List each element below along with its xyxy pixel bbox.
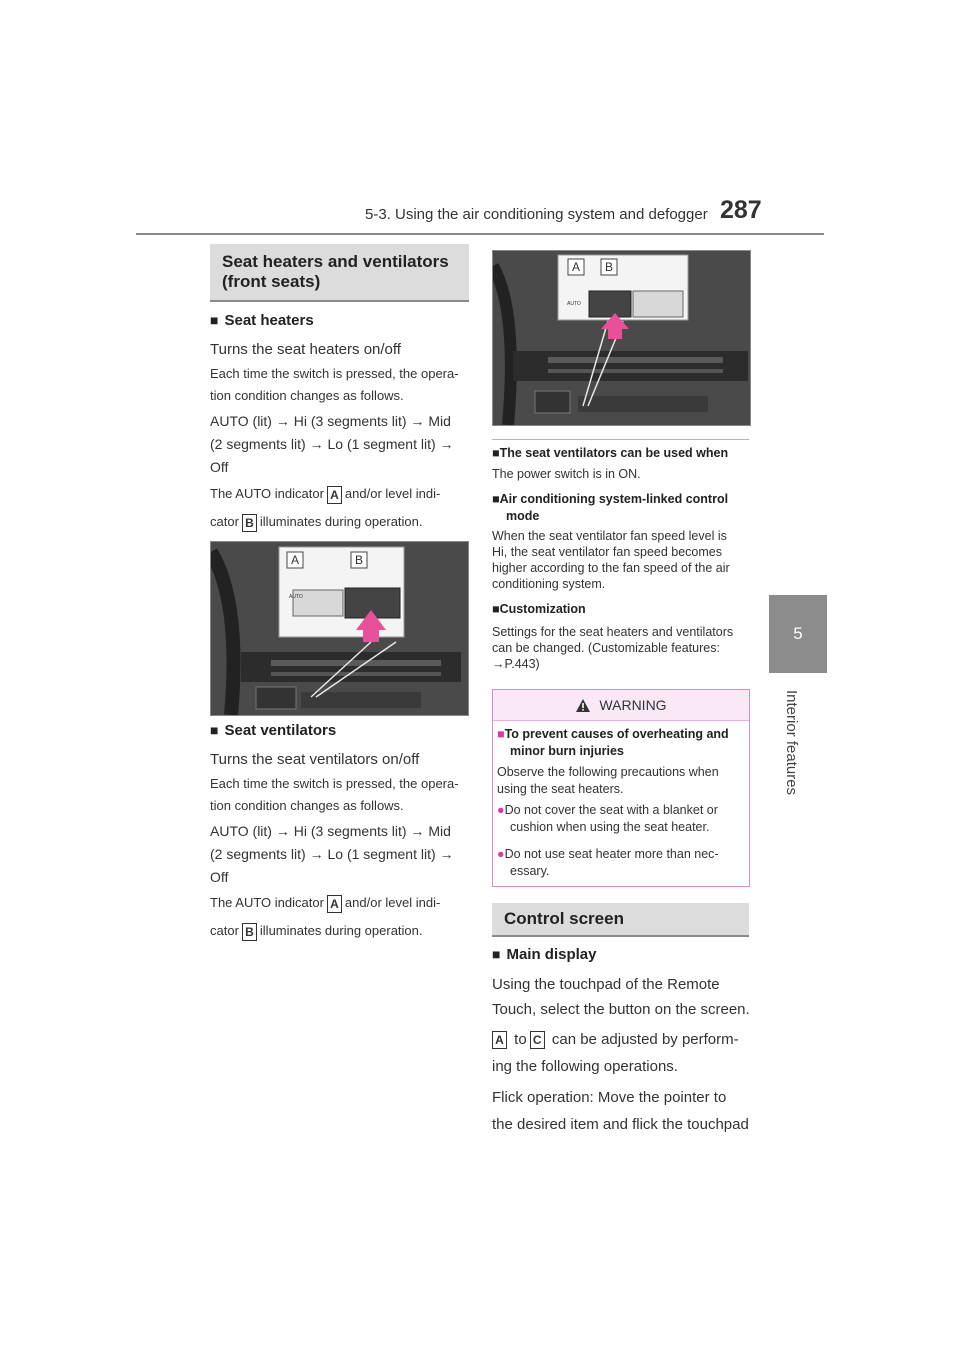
text-line: Flick operation: Move the pointer to	[492, 1089, 727, 1106]
square-bullet-icon: ■	[210, 722, 219, 738]
main-display-body	[492, 1026, 760, 1138]
text-line: Hi, the seat ventilator fan speed becomes	[492, 545, 722, 559]
label-box-a: A	[327, 486, 342, 504]
dashboard-photo-ventilators	[492, 250, 751, 426]
text-line: Settings for the seat heaters and ventilators	[492, 625, 734, 639]
warning-box	[492, 689, 750, 887]
text-line: Off	[210, 459, 229, 475]
text-span: can be adjusted by perform-	[551, 1031, 739, 1048]
text-line: ing the following operations.	[492, 1058, 678, 1075]
text-line: (2 segments lit) → Lo (1 segment lit) →	[210, 436, 454, 452]
text-span: Do not use seat heater more than nec-	[504, 847, 719, 861]
text-line: cushion when using the seat heater.	[510, 820, 710, 834]
figure-label-b: B	[355, 553, 364, 567]
warning-intro	[497, 764, 719, 798]
chapter-tab-label: Interior features	[783, 690, 800, 796]
text-span: cator	[210, 923, 239, 938]
warning-triangle-icon	[575, 698, 591, 713]
dashboard-illustration	[211, 542, 468, 715]
note-body: The power switch is in ON.	[492, 467, 641, 481]
warning-title	[497, 726, 729, 760]
text-line: Observe the following precautions when	[497, 765, 719, 779]
page-number: 287	[720, 196, 762, 224]
warning-heading: WARNING	[599, 697, 667, 713]
warning-header	[493, 690, 749, 721]
lead-text: Turns the seat heaters on/off	[210, 341, 401, 358]
square-bullet-icon: ■	[492, 446, 500, 460]
text-line: tion condition changes as follows.	[210, 388, 404, 403]
subheading-text: Seat ventilators	[224, 722, 337, 739]
section-heading-line: (front seats)	[222, 272, 321, 291]
square-bullet-icon: ■	[492, 492, 500, 506]
text-line: When the seat ventilator fan speed level is	[492, 529, 727, 543]
section-running-title: 5-3. Using the air conditioning system and defogger	[365, 206, 708, 223]
note-body	[492, 528, 754, 592]
section-heading-seat-heaters	[210, 244, 469, 302]
text-span: The AUTO indicator	[210, 895, 324, 910]
dashboard-illustration	[493, 251, 750, 425]
label-box-b: B	[242, 923, 257, 941]
text-span: illuminates during operation.	[259, 923, 423, 938]
indicator-description	[210, 480, 480, 536]
mode-sequence	[210, 410, 472, 479]
text-span: and/or level indi-	[344, 895, 441, 910]
text-span: cator	[210, 514, 239, 529]
text-span: Do not cover the seat with a blanket or	[504, 803, 718, 817]
text-line: conditioning system.	[492, 577, 606, 591]
text-line: AUTO (lit) → Hi (3 segments lit) → Mid	[210, 823, 451, 839]
warning-bullet	[497, 802, 718, 836]
text-line: using the seat heaters.	[497, 782, 624, 796]
text-span: The seat ventilators can be used when	[499, 446, 729, 460]
header-divider	[136, 233, 824, 235]
notes-divider	[492, 439, 749, 440]
note-body	[492, 624, 754, 672]
note-title	[492, 491, 728, 525]
text-line: Off	[210, 869, 229, 885]
text-line: can be changed. (Customizable features:	[492, 641, 720, 655]
figure-label-a: A	[291, 553, 300, 567]
subheading-text: Seat heaters	[224, 312, 314, 329]
text-line: minor burn injuries	[510, 744, 624, 758]
square-bullet-icon: ■	[497, 727, 505, 741]
warning-bullet	[497, 846, 719, 880]
text-span: illuminates during operation.	[259, 514, 423, 529]
text-line: higher according to the fan speed of the air	[492, 561, 730, 575]
subheading-text: Main display	[506, 946, 597, 963]
square-bullet-icon: ■	[492, 602, 500, 616]
circle-bullet-icon: ●	[497, 803, 505, 817]
text-line: Each time the switch is pressed, the opera-	[210, 776, 459, 791]
auto-indicator-text: AUTO	[289, 594, 303, 600]
lead-text: Turns the seat ventilators on/off	[210, 751, 420, 768]
square-bullet-icon: ■	[210, 312, 219, 328]
text-line: tion condition changes as follows.	[210, 798, 404, 813]
square-bullet-icon: ■	[492, 946, 501, 962]
text-line: essary.	[510, 864, 550, 878]
description	[210, 773, 470, 817]
text-line: Using the touchpad of the Remote	[492, 976, 720, 993]
label-box-a: A	[327, 895, 342, 913]
text-line: Touch, select the button on the screen.	[492, 1001, 750, 1018]
text-line: AUTO (lit) → Hi (3 segments lit) → Mid	[210, 413, 451, 429]
subheading-seat-heaters	[210, 312, 314, 329]
subheading-seat-ventilators	[210, 722, 336, 739]
note-title	[492, 445, 728, 462]
figure-label-a: A	[572, 260, 581, 274]
text-span: and/or level indi-	[344, 486, 441, 501]
description	[210, 363, 470, 407]
text-span: To prevent causes of overheating and	[504, 727, 729, 741]
text-span: Air conditioning system-linked control	[499, 492, 729, 506]
text-span: to	[514, 1031, 527, 1048]
main-display-body	[492, 972, 757, 1022]
label-box-b: B	[242, 514, 257, 532]
text-span: Customization	[499, 602, 586, 616]
label-box-c: C	[530, 1031, 545, 1049]
note-title	[492, 601, 586, 618]
text-line: →P.443)	[492, 657, 540, 671]
indicator-description	[210, 889, 480, 945]
text-line: (2 segments lit) → Lo (1 segment lit) →	[210, 846, 454, 862]
text-line: Each time the switch is pressed, the opera-	[210, 366, 459, 381]
section-heading-line: Seat heaters and ventilators	[222, 252, 449, 271]
subheading-main-display	[492, 946, 597, 963]
mode-sequence	[210, 820, 472, 889]
chapter-tab: 5	[769, 595, 827, 673]
dashboard-photo-heaters	[210, 541, 469, 716]
text-line: the desired item and flick the touchpad	[492, 1116, 749, 1133]
text-line: mode	[506, 509, 540, 523]
text-span: The AUTO indicator	[210, 486, 324, 501]
auto-indicator-text: AUTO	[567, 301, 581, 307]
section-heading-control-screen: Control screen	[492, 903, 749, 937]
figure-label-b: B	[605, 260, 614, 274]
label-box-a: A	[492, 1031, 507, 1049]
circle-bullet-icon: ●	[497, 847, 505, 861]
